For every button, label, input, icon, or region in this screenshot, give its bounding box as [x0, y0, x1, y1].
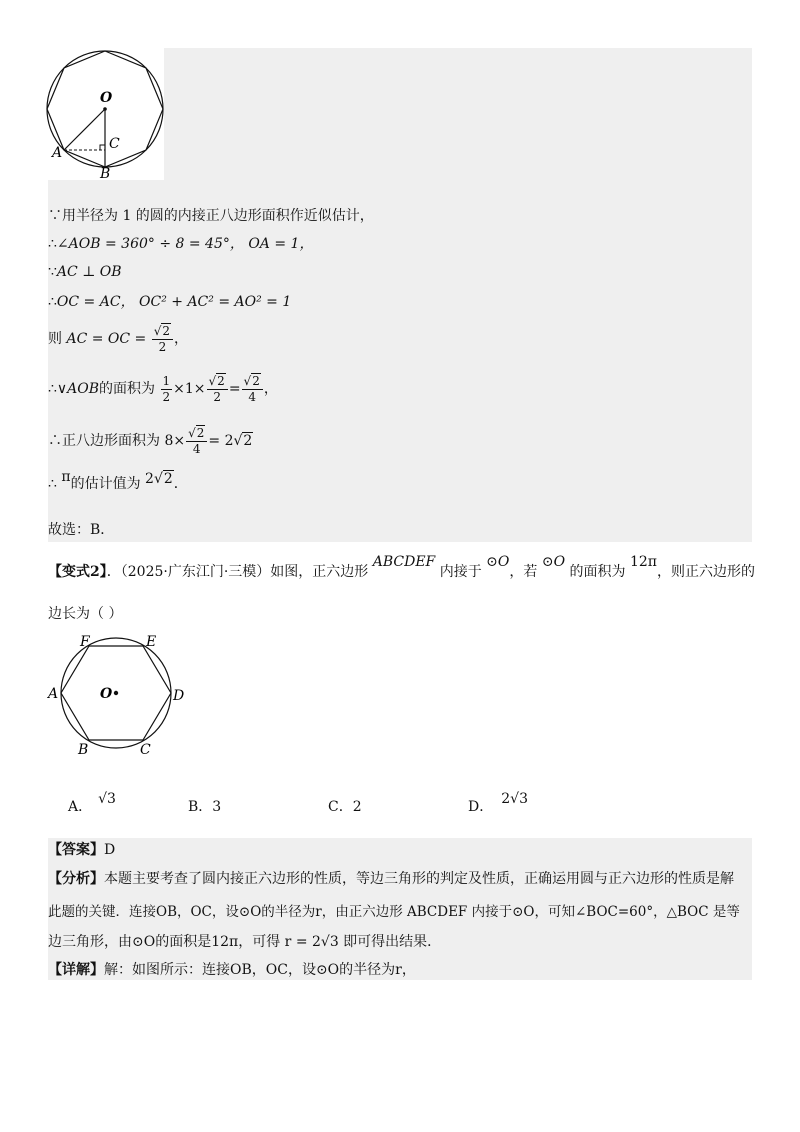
option-d[interactable]: D． 2√3: [468, 791, 528, 815]
option-c[interactable]: C．2: [328, 799, 362, 815]
label-E: E: [146, 634, 157, 650]
detail-line: 【详解】解：如图所示：连接OB，OC，设⊙O的半径为r，: [48, 962, 416, 978]
octagon-figure: [40, 44, 170, 184]
option-a[interactable]: A． √3: [68, 791, 116, 815]
question-line-2: 边长为（ ）: [48, 606, 123, 622]
answer-line: 【答案】D: [48, 842, 116, 858]
label-A: A: [52, 145, 63, 161]
analysis-line-1: 【分析】本题主要考查了圆内接正六边形的性质，等边三角形的判定及性质，正确运用圆与正六边形的性质是解: [48, 871, 734, 887]
solution-line-1: ∵用半径为 1 的圆的内接正八边形面积作近似估计，: [48, 208, 374, 224]
label-B: B: [100, 166, 111, 182]
solution-choice: 故选：B．: [48, 522, 115, 538]
label-D: D: [173, 688, 185, 704]
solution-line-5: 则 AC = OC = $\frac{√2}{2}$ ，: [48, 323, 189, 354]
analysis-line-3: 边三角形，由⊙O的面积是12π，可得 r = 2√3 即可得出结果．: [48, 934, 442, 950]
solution-line-4: ∴OC = AC， OC² + AC² = AO² = 1: [48, 294, 292, 310]
label-B: B: [78, 742, 89, 758]
solution-line-7: ∴正八边形面积为 8× $\frac{√2}{4}$ = 2√2: [48, 425, 253, 456]
label-O: O: [100, 686, 113, 702]
frac-sqrt2-over-2: $\frac{√2}{2}$: [152, 324, 173, 355]
solution-background-top: [164, 48, 752, 198]
label-O: O: [100, 90, 113, 106]
label-A: A: [48, 686, 59, 702]
label-C: C: [140, 742, 151, 758]
analysis-line-2: 此题的关键．连接OB，OC，设⊙O的半径为r，由正六边形 ABCDEF 内接于⊙O，可知∠BOC=60°，△BOC 是等: [48, 904, 740, 920]
solution-line-3: ∵AC ⊥ OB: [48, 264, 122, 280]
label-F: F: [80, 634, 90, 650]
label-C: C: [109, 136, 120, 152]
solution-line-8: ∴ π的估计值为 2√2．: [48, 469, 188, 492]
question-line-1: 【变式2】．（2025·广东江门·三模）如图，正六边形 ABCDEF 内接于 ⊙O，若 ⊙O 的面积为 12π，则正六边形的: [48, 554, 755, 580]
solution-line-6: ∴∨AOB的面积为 $\frac{1}{2}$ ×1× $\frac{√2}{2}$ = $\frac{√2}{4}$ ，: [48, 373, 278, 404]
hexagon-figure: [44, 630, 194, 760]
option-b[interactable]: B．3: [188, 799, 222, 815]
solution-line-2: ∴∠AOB = 360° ÷ 8 = 45°， OA = 1，: [48, 236, 314, 252]
